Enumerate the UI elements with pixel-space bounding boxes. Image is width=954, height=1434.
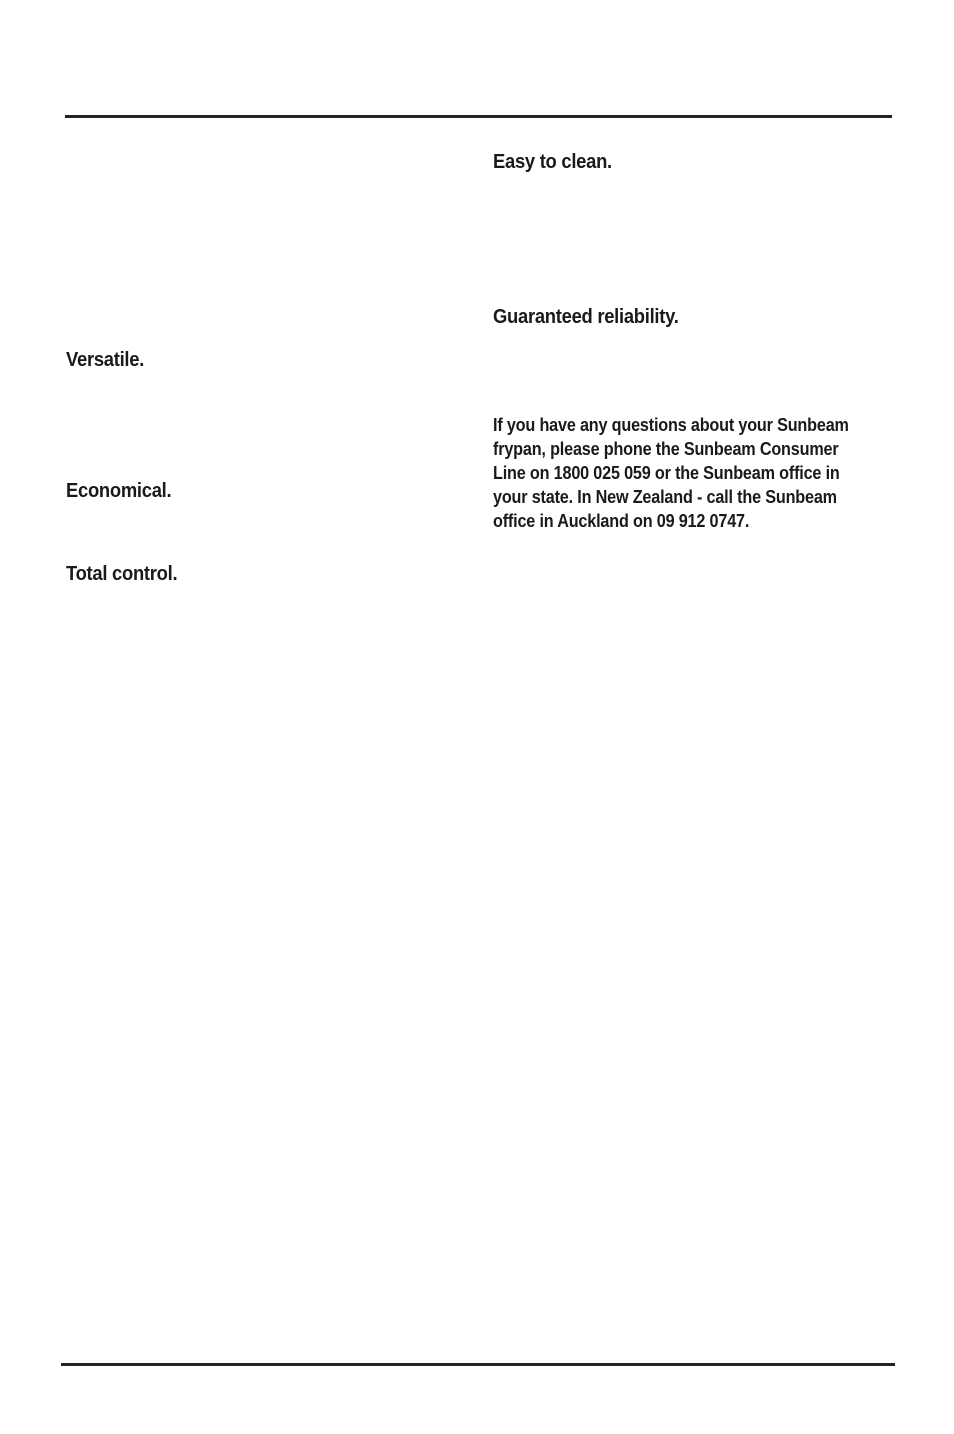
contact-line: office in Auckland on 09 912 0747. — [493, 511, 750, 531]
heading-guaranteed-reliability: Guaranteed reliability. — [493, 306, 679, 328]
heading-easy-to-clean: Easy to clean. — [493, 151, 612, 173]
heading-economical: Economical. — [66, 480, 172, 502]
top-rule — [65, 115, 892, 118]
contact-line: If you have any questions about your Sunbeam — [493, 415, 849, 435]
contact-line: Line on 1800 025 059 or the Sunbeam office in — [493, 463, 840, 483]
heading-total-control: Total control. — [66, 563, 178, 585]
contact-paragraph — [493, 413, 871, 533]
contact-line: your state. In New Zealand - call the Sunbeam — [493, 487, 837, 507]
contact-line: frypan, please phone the Sunbeam Consumer — [493, 439, 839, 459]
bottom-rule — [61, 1363, 895, 1366]
heading-versatile: Versatile. — [66, 349, 145, 371]
